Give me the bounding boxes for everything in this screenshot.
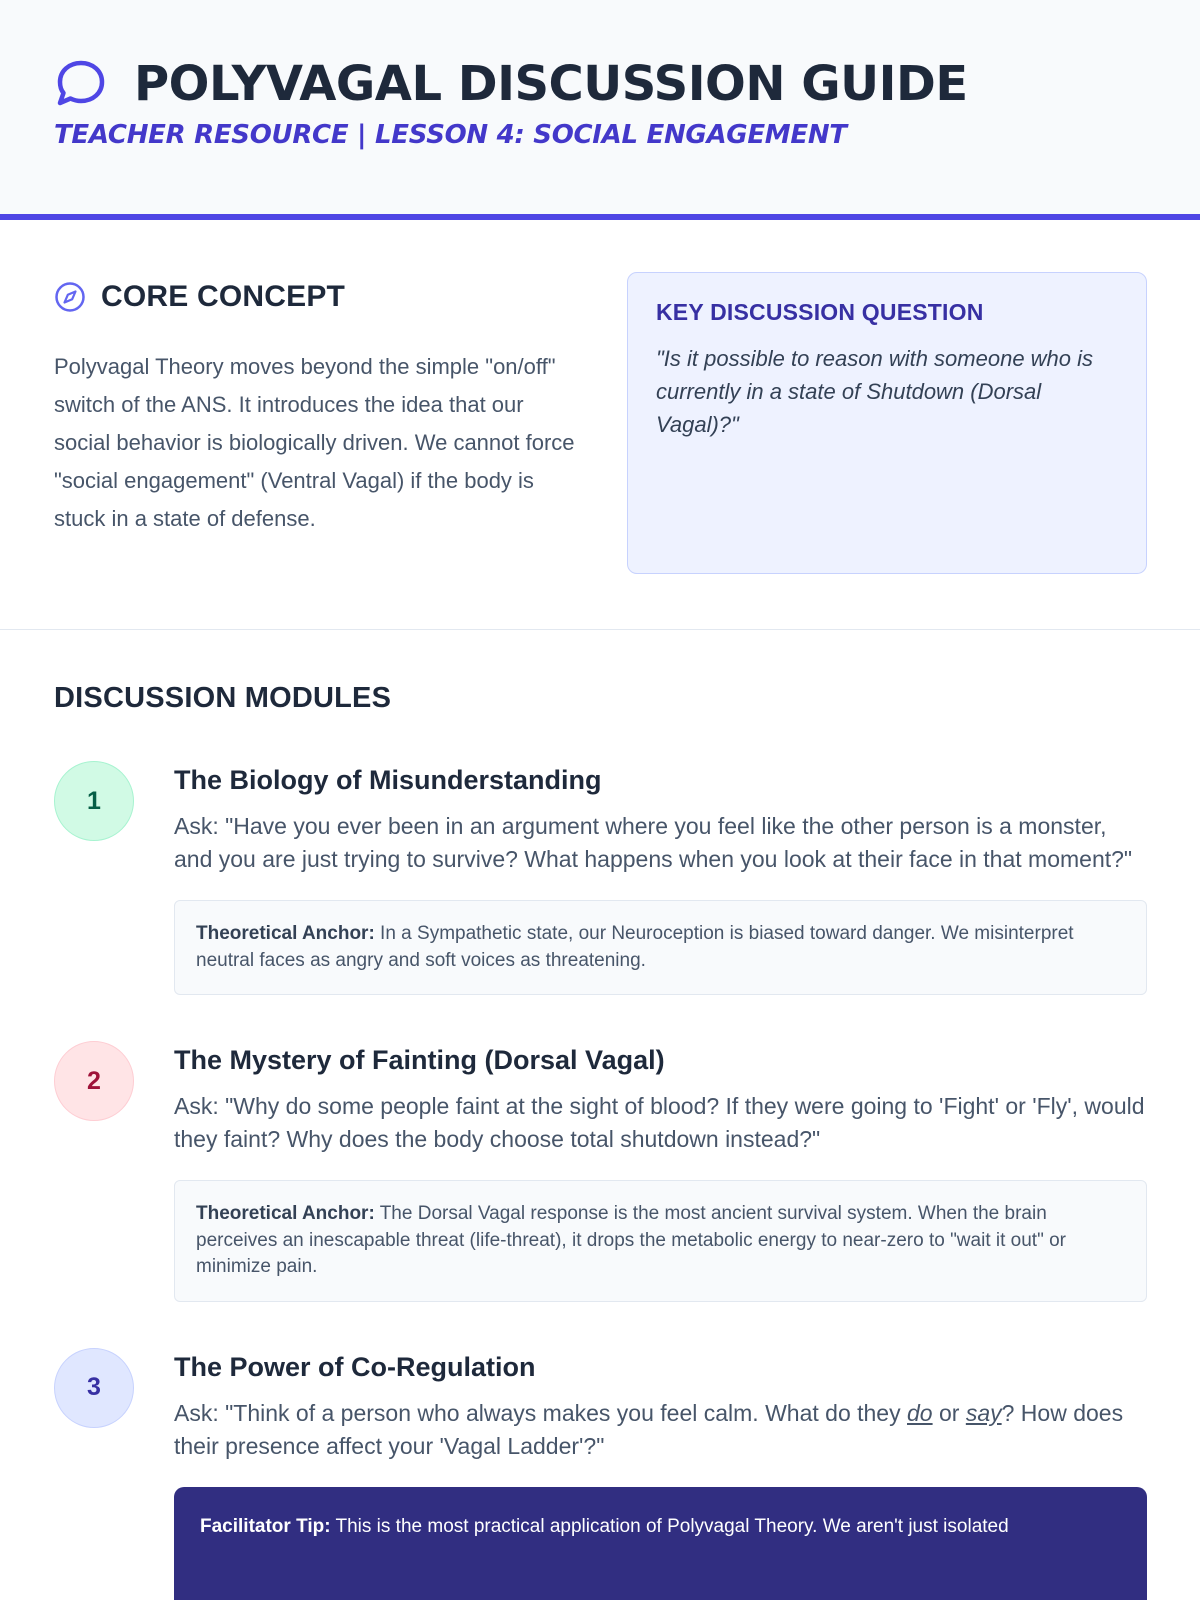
compass-icon bbox=[54, 281, 86, 313]
ask-text: or bbox=[932, 1399, 966, 1426]
module-body bbox=[174, 1041, 1147, 1302]
anchor-label: Theoretical Anchor: bbox=[196, 923, 375, 944]
anchor-label: Theoretical Anchor: bbox=[196, 1203, 375, 1224]
theoretical-anchor bbox=[174, 1180, 1147, 1302]
facilitator-tip bbox=[174, 1487, 1147, 1600]
tip-label: Facilitator Tip: bbox=[200, 1515, 331, 1537]
key-question-label: KEY DISCUSSION QUESTION bbox=[656, 299, 984, 325]
page-title: POLYVAGAL DISCUSSION GUIDE bbox=[134, 56, 968, 112]
module-number-badge: 2 bbox=[54, 1041, 134, 1121]
ask-text: ? How does their presence affect your 'Vagal Ladder'?" bbox=[174, 1399, 1124, 1459]
core-concept-heading bbox=[54, 280, 584, 314]
key-question-text: "Is it possible to reason with someone who is currently in a state of Shutdown (Dorsal Vagal)?" bbox=[656, 346, 1094, 437]
core-concept-title: CORE CONCEPT bbox=[101, 280, 346, 313]
module-number-badge: 3 bbox=[54, 1348, 134, 1428]
title-row bbox=[54, 54, 1146, 114]
anchor-text: The Dorsal Vagal response is the most ancient survival system. When the brain perceives an inescapable threat (life-threat), it drops the metabolic energy to near-zero to "wait it out" or minimize pain. bbox=[196, 1203, 1066, 1277]
header bbox=[0, 0, 1200, 220]
module-title: The Biology of Misunderstanding bbox=[174, 765, 602, 795]
module-number-badge: 1 bbox=[54, 761, 134, 841]
theoretical-anchor bbox=[174, 900, 1147, 995]
key-question-box bbox=[627, 272, 1147, 574]
module-body bbox=[174, 1348, 1147, 1600]
module-ask: Ask: "Why do some people faint at the sight of blood? If they were going to 'Fight' or 'Fly', would they faint? Why does the body choose total shutdown instead?" bbox=[174, 1093, 1145, 1152]
chat-bubble-icon bbox=[54, 57, 108, 111]
anchor-text: In a Sympathetic state, our Neuroception is biased toward danger. We misinterpret neutral faces as angry and soft voices as threatening. bbox=[196, 923, 1074, 971]
core-concept bbox=[54, 272, 584, 577]
module-ask: Ask: "Have you ever been in an argument where you feel like the other person is a monster, and you are just trying to survive? What happens when you look at their face in that moment?" bbox=[174, 813, 1133, 872]
page-subtitle: TEACHER RESOURCE | LESSON 4: SOCIAL ENGAGEMENT bbox=[54, 120, 847, 150]
module-title: The Mystery of Fainting (Dorsal Vagal) bbox=[174, 1045, 665, 1075]
ask-emphasis: say bbox=[965, 1399, 1002, 1426]
module-body bbox=[174, 761, 1147, 995]
discussion-modules bbox=[0, 630, 1200, 1600]
ask-emphasis: do bbox=[907, 1399, 933, 1426]
modules-title: DISCUSSION MODULES bbox=[54, 682, 392, 714]
core-concept-text: Polyvagal Theory moves beyond the simple "on/off" switch of the ANS. It introduces the idea that our social behavior is biologically driven. We cannot force "social engagement" (Ventral Vagal) if the body is stuck in a state of defense. bbox=[54, 354, 575, 531]
module-item bbox=[54, 1041, 1147, 1302]
module-title: The Power of Co-Regulation bbox=[174, 1351, 536, 1382]
tip-text: This is the most practical application of Polyvagal Theory. We aren't just isolated bbox=[330, 1515, 1009, 1537]
module-item bbox=[54, 1348, 1147, 1600]
module-item bbox=[54, 761, 1147, 995]
module-ask bbox=[174, 1397, 1147, 1463]
core-concept-section bbox=[0, 220, 1200, 630]
ask-text: Ask: "Think of a person who always makes you feel calm. What do they bbox=[174, 1399, 907, 1426]
